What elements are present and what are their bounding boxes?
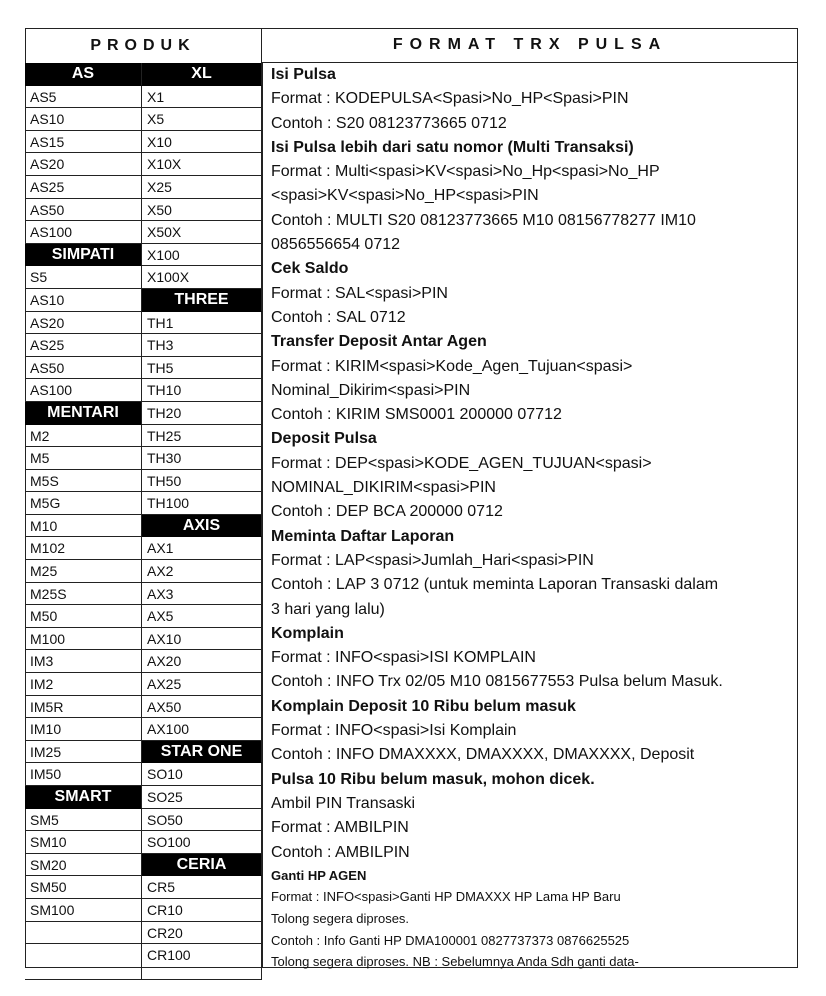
product-table [25,63,262,980]
section-heading: Komplain Deposit 10 Ribu belum masuk [271,697,576,715]
instruction-line: Contoh : LAP 3 0712 (untuk meminta Laporan Transaski dalam [271,576,719,594]
table-row [25,63,262,86]
product-code: TH20 [142,402,262,425]
instruction-line: Contoh : S20 08123773665 0712 [271,114,507,132]
product-code: SM10 [25,831,142,854]
table-row [25,176,262,199]
table-row [25,673,262,696]
product-code: AX3 [142,583,262,606]
section-heading: Meminta Daftar Laporan [271,527,455,545]
product-code: M5S [25,470,142,493]
product-code: AS25 [25,176,142,199]
table-row [25,470,262,493]
instruction-line: Format : INFO<spasi>Isi Komplain [271,722,517,740]
product-code: AX1 [142,537,262,560]
table-row [25,922,262,945]
product-code: AX5 [142,605,262,628]
product-code: AS25 [25,334,142,357]
product-code: SO25 [142,786,262,809]
table-row [25,334,262,357]
table-row [25,696,262,719]
table-row [25,944,262,980]
product-code: TH1 [142,312,262,335]
format-header: FORMAT TRX PULSA [262,28,798,63]
instruction-line: Contoh : DEP BCA 200000 0712 [271,503,503,521]
table-row [25,605,262,628]
section-heading: Pulsa 10 Ribu belum masuk, mohon dicek. [271,770,595,788]
section-heading: Isi Pulsa [271,66,336,83]
section-heading: Transfer Deposit Antar Agen [271,333,487,351]
instruction-line: Format : KODEPULSA<Spasi>No_HP<Spasi>PIN [271,90,629,108]
table-row [25,357,262,380]
product-code: X50 [142,199,262,222]
produk-header: PRODUK [25,28,262,63]
instruction-line: Format : INFO<spasi>ISI KOMPLAIN [271,649,536,667]
table-row [25,809,262,832]
operator-header: MENTARI [25,402,142,425]
table-row [25,628,262,651]
product-code: SM50 [25,876,142,899]
product-code: TH10 [142,379,262,402]
product-code: X25 [142,176,262,199]
product-code: SO100 [142,831,262,854]
section-heading: Ganti HP AGEN [271,867,367,883]
product-code: AS100 [25,379,142,402]
product-code: IM2 [25,673,142,696]
table-row [25,379,262,402]
section-heading: Komplain [271,624,344,642]
table-row [25,244,262,267]
table-row [25,854,262,877]
operator-header: CERIA [142,854,262,877]
instruction-line: Format : AMBILPIN [271,819,409,837]
table-row [25,741,262,764]
table-row [25,583,262,606]
product-code: AS15 [25,131,142,154]
table-row [25,447,262,470]
instruction-line: Ambil PIN Transaski [271,794,416,812]
product-code: CR10 [142,899,262,922]
instruction-line: Contoh : INFO DMAXXXX, DMAXXXX, DMAXXXX, Deposit [271,746,695,764]
product-code: TH5 [142,357,262,380]
product-code: TH30 [142,447,262,470]
instruction-line: Contoh : INFO Trx 02/05 M10 0815677553 Pulsa belum Masuk. [271,673,723,691]
table-row [25,266,262,289]
product-code [25,922,142,945]
table-row [25,492,262,515]
product-code: M2 [25,425,142,448]
table-row [25,718,262,741]
table-row [25,537,262,560]
product-code: X10X [142,153,262,176]
product-code: AS50 [25,199,142,222]
product-code: M50 [25,605,142,628]
instruction-line: Format : INFO<spasi>Ganti HP DMAXXX HP Lama HP Baru [271,889,621,905]
operator-header: AS [25,63,142,86]
product-code: X50X [142,221,262,244]
instruction-line: Tolong segera diproses. NB : Sebelumnya Anda Sdh ganti data- [271,954,639,970]
table-row [25,131,262,154]
product-code: AS20 [25,312,142,335]
product-code: TH100 [142,492,262,515]
table-row [25,108,262,131]
product-code: AX10 [142,628,262,651]
instruction-line: Format : DEP<spasi>KODE_AGEN_TUJUAN<spasi> [271,454,652,472]
operator-header: THREE [142,289,262,312]
instruction-line: Format : SAL<spasi>PIN [271,284,448,302]
table-row [25,153,262,176]
product-code: SM5 [25,809,142,832]
instruction-line: 3 hari yang lalu) [271,600,385,618]
product-code: IM50 [25,763,142,786]
product-code: M5 [25,447,142,470]
table-row [25,763,262,786]
instruction-line: Format : LAP<spasi>Jumlah_Hari<spasi>PIN [271,551,594,569]
product-code: X5 [142,108,262,131]
product-code: CR5 [142,876,262,899]
section-heading: Isi Pulsa lebih dari satu nomor (Multi Transaksi) [271,138,634,156]
product-code: CR20 [142,922,262,945]
table-row [25,831,262,854]
product-code: SO50 [142,809,262,832]
product-code [25,944,142,980]
instruction-line: Format : KIRIM<spasi>Kode_Agen_Tujuan<spasi> [271,357,633,375]
instruction-line: <spasi>KV<spasi>No_HP<spasi>PIN [271,187,539,205]
product-code: S5 [25,266,142,289]
table-row [25,86,262,109]
product-code: AS10 [25,289,142,312]
table-row [25,289,262,312]
product-code: SM20 [25,854,142,877]
product-code: AX25 [142,673,262,696]
product-code: X100X [142,266,262,289]
operator-header: AXIS [142,515,262,538]
table-row [25,402,262,425]
table-row [25,560,262,583]
product-code: IM10 [25,718,142,741]
operator-header: SMART [25,786,142,809]
product-code: SO10 [142,763,262,786]
product-code: AS100 [25,221,142,244]
operator-header: XL [142,63,262,86]
product-code: AX20 [142,650,262,673]
table-row [25,650,262,673]
product-code: IM3 [25,650,142,673]
instruction-line: 0856556654 0712 [271,236,401,254]
product-code: AX100 [142,718,262,741]
instruction-line: Tolong segera diproses. [271,910,410,926]
table-row [25,876,262,899]
instruction-line: NOMINAL_DIKIRIM<spasi>PIN [271,479,496,497]
instruction-line: Contoh : KIRIM SMS0001 200000 07712 [271,406,562,424]
product-code: TH3 [142,334,262,357]
table-row [25,199,262,222]
product-code: SM100 [25,899,142,922]
table-row [25,312,262,335]
product-code: AS20 [25,153,142,176]
format-instructions [262,63,798,968]
table-row [25,221,262,244]
product-code: X100 [142,244,262,267]
instruction-line: Nominal_Dikirim<spasi>PIN [271,381,471,399]
product-code: AX2 [142,560,262,583]
table-row [25,515,262,538]
product-code: IM5R [25,696,142,719]
product-code: AS10 [25,108,142,131]
instruction-line: Contoh : SAL 0712 [271,308,406,326]
product-code: TH50 [142,470,262,493]
product-code: AS5 [25,86,142,109]
product-code: AS50 [25,357,142,380]
product-code: X1 [142,86,262,109]
instruction-line: Contoh : Info Ganti HP DMA100001 0827737373 0876625525 [271,932,630,948]
table-row [25,786,262,809]
product-code: M25 [25,560,142,583]
operator-header: SIMPATI [25,244,142,267]
product-code: M10 [25,515,142,538]
product-code: M5G [25,492,142,515]
product-code: TH25 [142,425,262,448]
product-code: M25S [25,583,142,606]
instruction-line: Format : Multi<spasi>KV<spasi>No_Hp<spasi>No_HP [271,163,660,181]
table-row [25,425,262,448]
instruction-line: Contoh : MULTI S20 08123773665 M10 08156778277 IM10 [271,211,696,229]
table-row [25,899,262,922]
instruction-line: Contoh : AMBILPIN [271,843,410,861]
section-heading: Deposit Pulsa [271,430,377,448]
product-code: M102 [25,537,142,560]
product-code: CR100 [142,944,262,980]
product-code: AX50 [142,696,262,719]
product-code: IM25 [25,741,142,764]
product-code: X10 [142,131,262,154]
product-code: M100 [25,628,142,651]
operator-header: STAR ONE [142,741,262,764]
section-heading: Cek Saldo [271,260,349,278]
